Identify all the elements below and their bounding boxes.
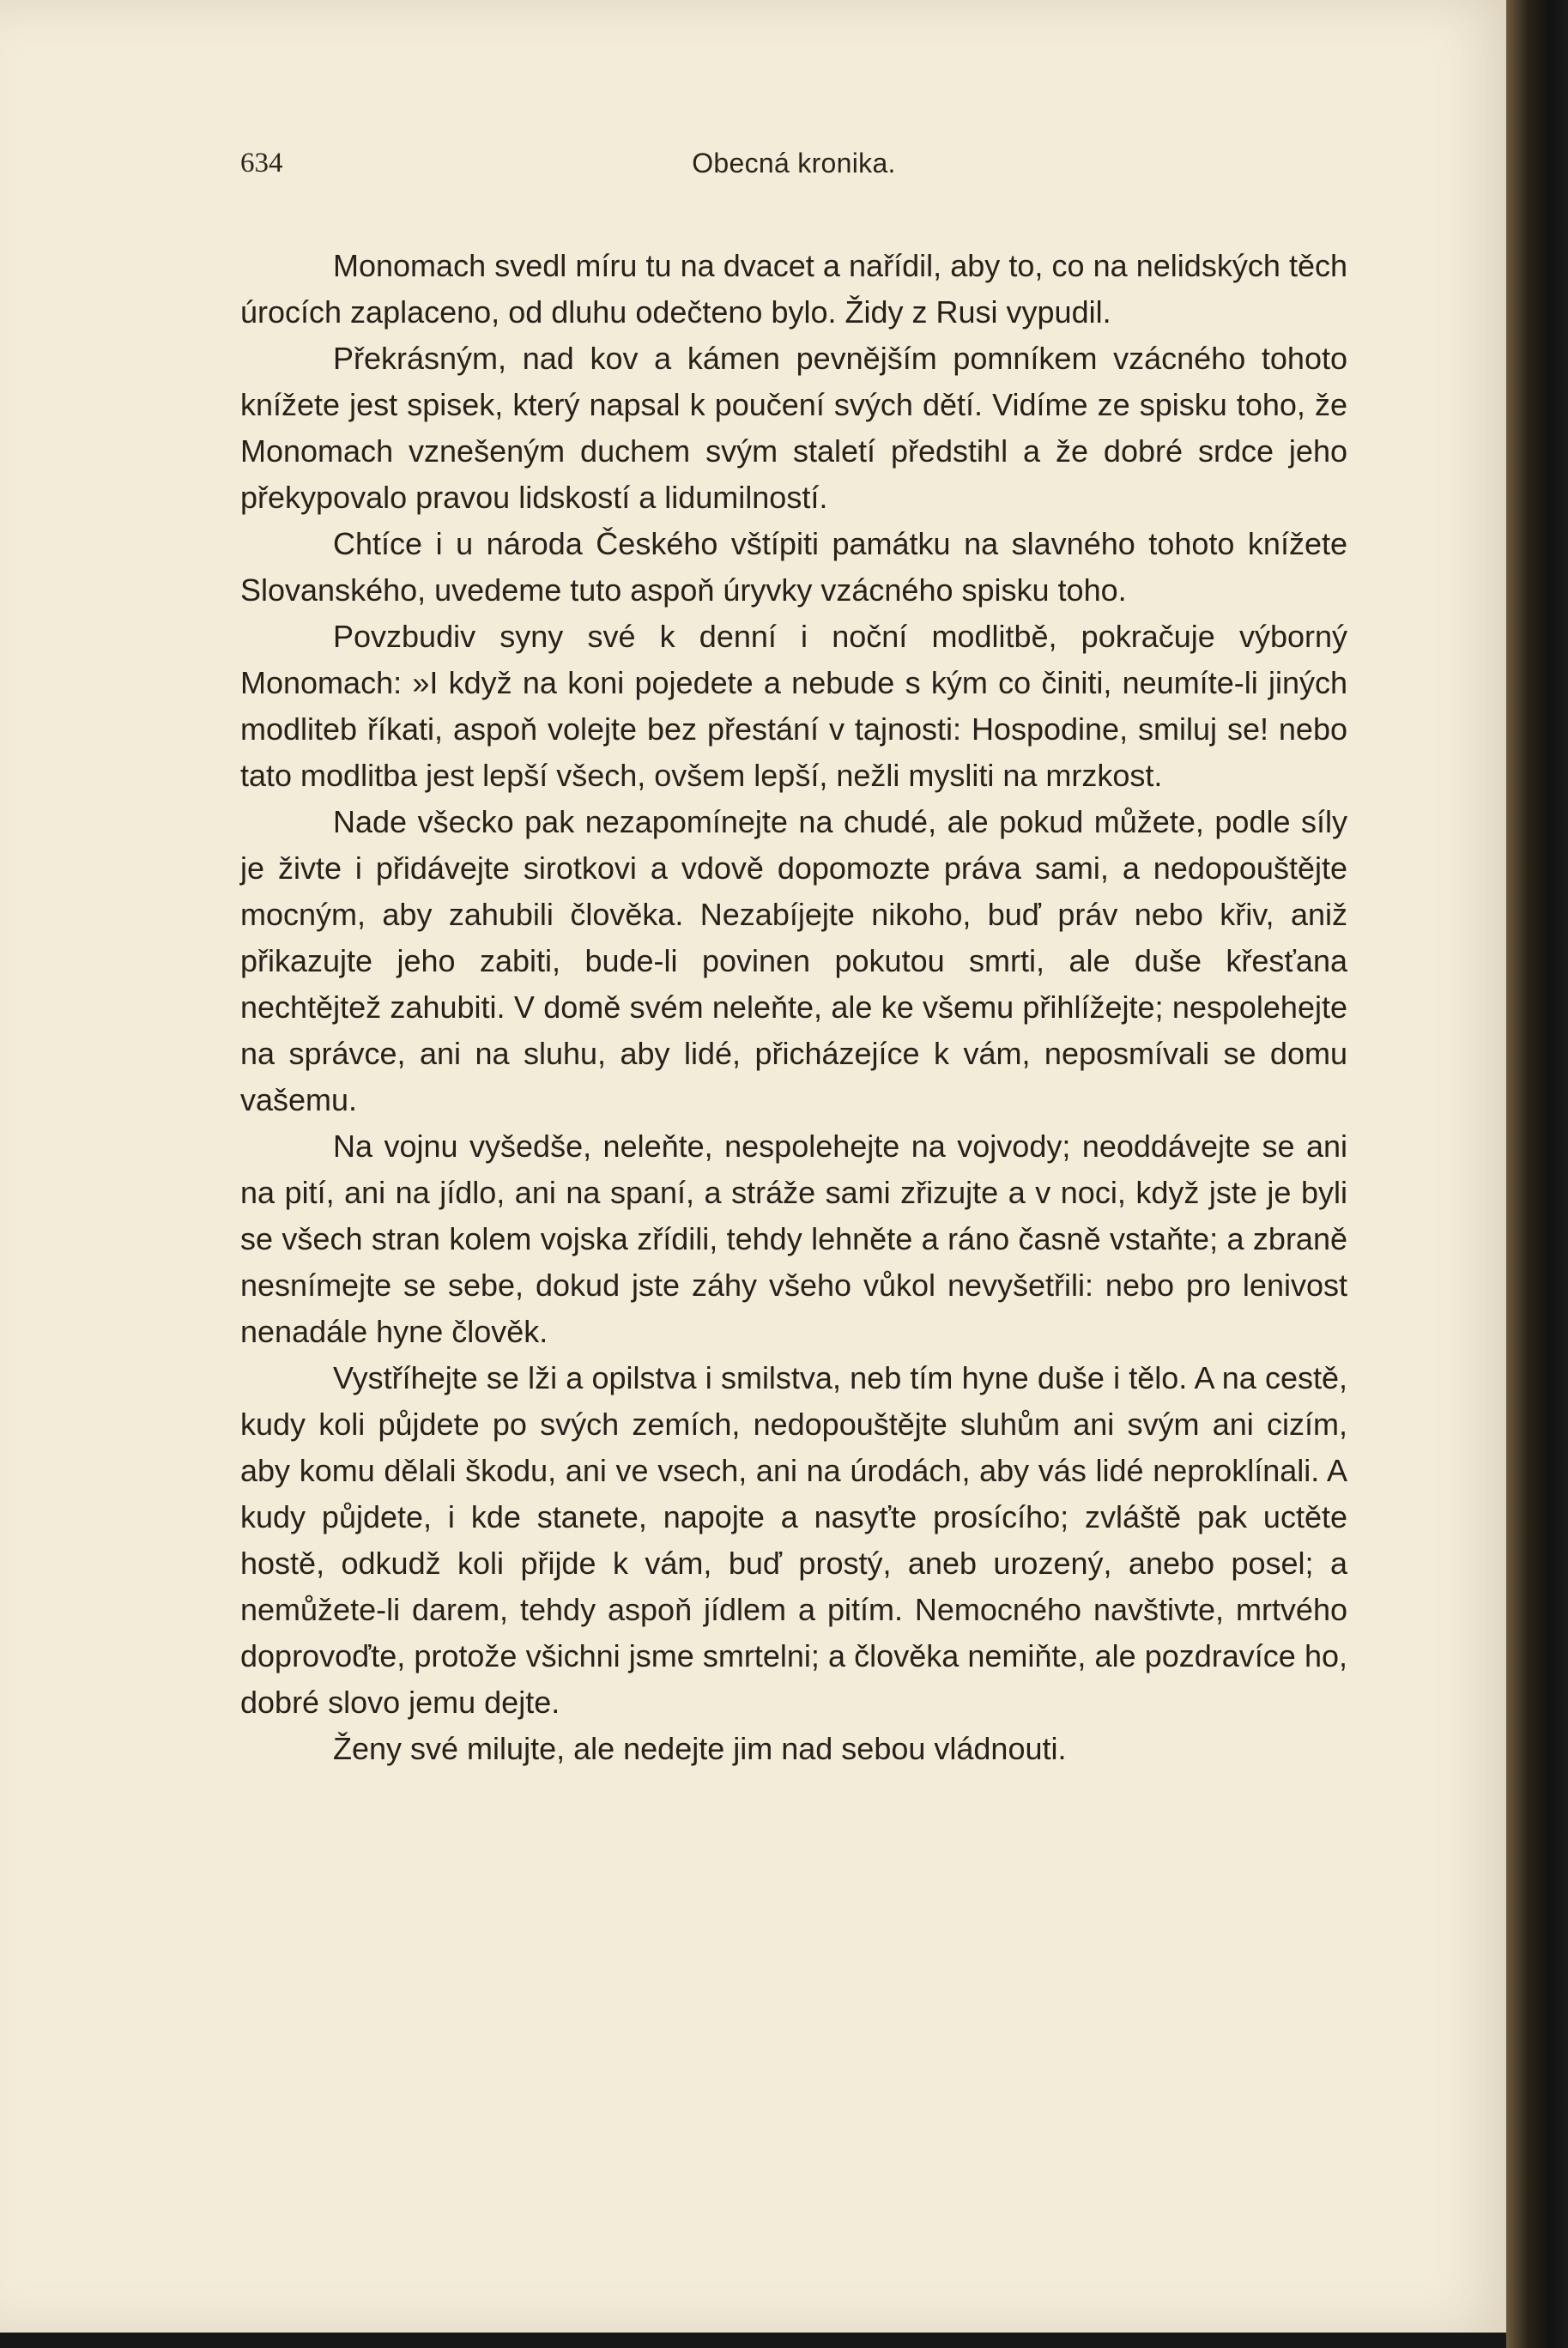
paragraph: Povzbudiv syny své k denní i noční modlitbě, pokračuje výborný Monomach: »I když na koni pojedete a nebude s kým co činiti, neumíte-li jiných modliteb říkati, aspoň volejte bez přestání v tajnosti: Hospodine, smiluj se! nebo tato modlitba jest lepší všech, ovšem lepší, nežli mysliti na mrzkost. bbox=[240, 619, 1347, 793]
paragraph: Monomach svedl míru tu na dvacet a nařídil, aby to, co na nelidských těch úrocích zaplaceno, od dluhu odečteno bylo. Židy z Rusi vypudil. bbox=[240, 248, 1347, 330]
running-title: Obecná kronika. bbox=[692, 148, 896, 179]
page-number: 634 bbox=[240, 148, 283, 179]
book-spine-edge bbox=[1506, 0, 1568, 2348]
paragraph: Chtíce i u národa Českého vštípiti památku na slavného tohoto knížete Slovanského, uvedeme tuto aspoň úryvky vzácného spisku toho. bbox=[240, 526, 1347, 608]
page-header bbox=[240, 148, 1347, 199]
paragraph: Ženy své milujte, ale nedejte jim nad sebou vládnouti. bbox=[333, 1731, 1067, 1766]
paragraph: Nade všecko pak nezapomínejte na chudé, ale pokud můžete, podle síly je živte i přidávejte sirotkovi a vdově dopomozte práva sami, a nedopouštějte mocným, aby zahubili člověka. Nezabíjejte nikoho, buď práv nebo křiv, aniž přikazujte jeho zabiti, bude-li povinen pokutou smrti, ale duše křesťana nechtějtež zahubiti. V domě svém neleňte, ale ke všemu přihlížejte; nespolehejte na správce, ani na sluhu, aby lidé, přicházejíce k vám, neposmívali se domu vašemu. bbox=[240, 804, 1347, 1117]
paragraph: Překrásným, nad kov a kámen pevnějším pomníkem vzácného tohoto knížete jest spisek, který napsal k poučení svých dětí. Vidíme ze spisku toho, že Monomach vznešeným duchem svým staletí předstihl a že dobré srdce jeho překypovalo pravou lidskostí a lidumilností. bbox=[240, 341, 1347, 515]
paragraph: Na vojnu vyšedše, neleňte, nespolehejte na vojvody; neoddávejte se ani na pití, ani na jídlo, ani na spaní, a stráže sami zřizujte a v noci, když jste je byli se všech stran kolem vojska zřídili, tehdy lehněte a ráno časně vstaňte; a zbraně nesnímejte se sebe, dokud jste záhy všeho vůkol nevyšetřili: nebo pro lenivost nenadále hyne člověk. bbox=[240, 1129, 1347, 1349]
paragraph: Vystříhejte se lži a opilstva i smilstva, neb tím hyne duše i tělo. A na cestě, kudy koli půjdete po svých zemích, nedopouštějte sluhům ani svým ani cizím, aby komu dělali škodu, ani ve vsech, ani na úrodách, aby vás lidé neproklínali. A kudy půjdete, i kde stanete, napojte a nasyťte prosícího; zvláště pak uctěte hostě, odkudž koli přijde k vám, buď prostý, aneb urozený, anebo posel; a nemůžete-li darem, tehdy aspoň jídlem a pitím. Nemocného navštivte, mrtvého doprovoďte, protože všichni jsme smrtelni; a člověka nemiňte, ale pozdravíce ho, dobré slovo jemu dejte. bbox=[240, 1360, 1347, 1720]
body-text bbox=[240, 243, 1347, 1772]
